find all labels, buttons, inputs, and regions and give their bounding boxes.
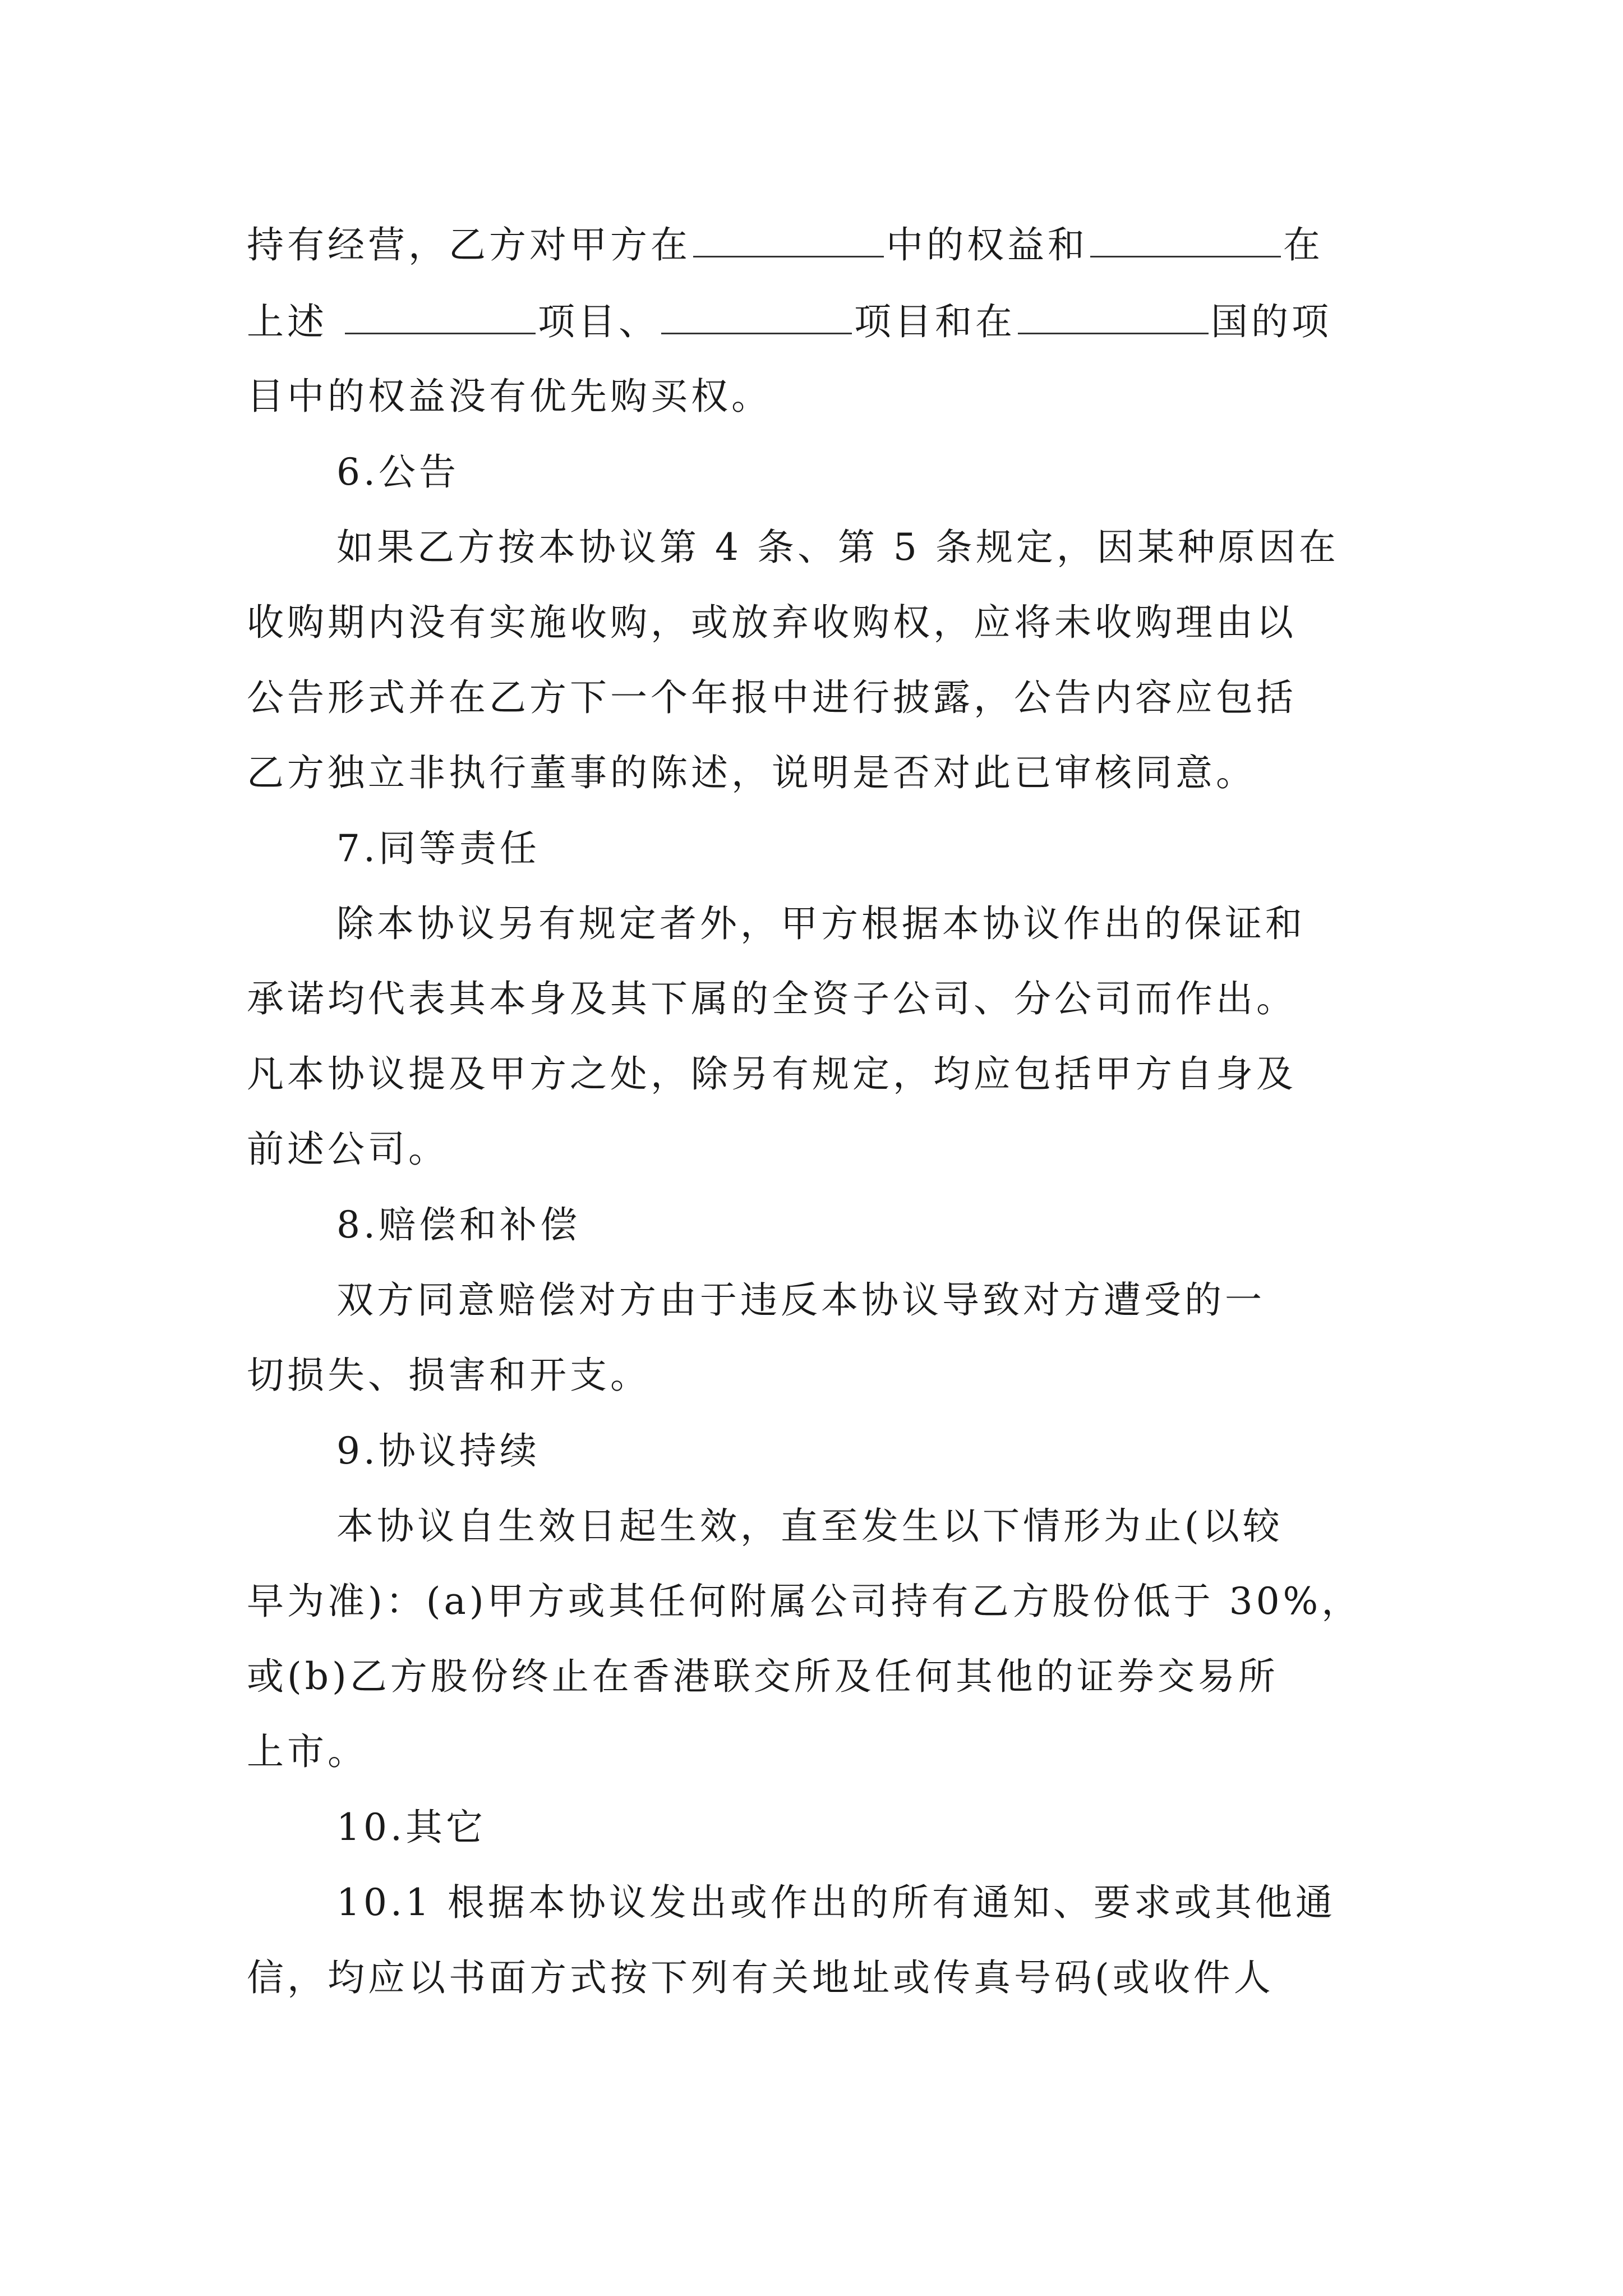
blank-field <box>1018 299 1209 334</box>
text-run: 项目、 <box>537 300 659 343</box>
clause5-line-3: 目中的权益没有优先购买权。 <box>247 375 772 418</box>
clause7-line: 前述公司。 <box>247 1128 449 1171</box>
text-run: 中的权益和 <box>886 223 1088 266</box>
clause9-line: 或(b)乙方股份终止在香港联交所及任何其他的证券交易所 <box>247 1655 1279 1698</box>
clause10-heading: 10.其它 <box>336 1806 486 1849</box>
text-run: 在 <box>1283 223 1324 266</box>
clause5-line-1 <box>247 220 1391 270</box>
clause6-line: 收购期内没有实施收购，或放弃收购权，应将未收购理由以 <box>247 601 1297 644</box>
clause10-line: 信，均应以书面方式按下列有关地址或传真号码(或收件人 <box>247 1956 1274 1999</box>
blank-field <box>693 222 884 257</box>
clause9-line: 早为准)：(a)甲方或其任何附属公司持有乙方股份低于 30%， <box>247 1580 1362 1623</box>
clause8-line: 双方同意赔偿对方由于违反本协议导致对方遭受的一 <box>336 1278 1265 1322</box>
clause6-line: 乙方独立非执行董事的陈述，说明是否对此已审核同意。 <box>247 751 1256 794</box>
clause10-line: 10.1 根据本协议发出或作出的所有通知、要求或其他通 <box>336 1881 1336 1924</box>
clause6-line: 公告形式并在乙方下一个年报中进行披露，公告内容应包括 <box>247 676 1297 719</box>
text-run: 项目和在 <box>854 300 1016 343</box>
clause8-line: 切损失、损害和开支。 <box>247 1354 651 1397</box>
clause9-heading: 9.协议持续 <box>336 1429 540 1473</box>
clause5-line-2 <box>247 297 1391 347</box>
blank-field <box>345 299 536 334</box>
blank-field <box>1090 222 1281 257</box>
clause9-line: 上市。 <box>247 1730 368 1773</box>
text-run: 持有经营，乙方对甲方在 <box>247 223 691 266</box>
clause6-heading: 6.公告 <box>336 450 459 494</box>
clause7-line: 除本协议另有规定者外，甲方根据本协议作出的保证和 <box>336 902 1306 945</box>
clause8-heading: 8.赔偿和补偿 <box>336 1203 580 1246</box>
clause7-line: 凡本协议提及甲方之处，除另有规定，均应包括甲方自身及 <box>247 1052 1297 1096</box>
text-run: 国的项 <box>1210 300 1332 343</box>
clause9-line: 本协议自生效日起生效，直至发生以下情形为止(以较 <box>336 1504 1283 1548</box>
clause7-heading: 7.同等责任 <box>336 827 540 870</box>
clause7-line: 承诺均代表其本身及其下属的全资子公司、分公司而作出。 <box>247 977 1297 1020</box>
text-run: 上述 <box>247 300 343 343</box>
blank-field <box>661 299 852 334</box>
clause6-line: 如果乙方按本协议第 4 条、第 5 条规定，因某种原因在 <box>336 526 1339 569</box>
